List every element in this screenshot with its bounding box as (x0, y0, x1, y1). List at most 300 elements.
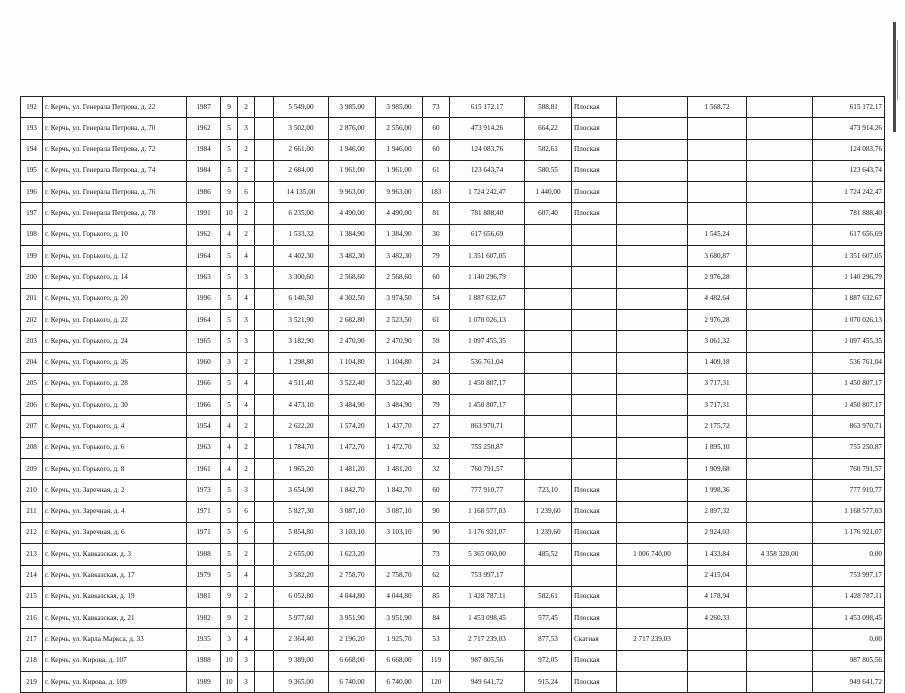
total-area-cell: 1 965,20 (274, 459, 329, 480)
cost-cell: 5 365 060,00 (450, 544, 525, 565)
apartments-cell: 24 (423, 352, 450, 373)
entrances-cell: 6 (238, 501, 255, 522)
cost-cell: 1 453 098,45 (450, 608, 525, 629)
cost-cell: 617 656,69 (450, 224, 525, 245)
row-number-cell: 218 (21, 650, 43, 671)
address-cell: г. Керчь, ул. Горького, д. 12 (43, 246, 187, 267)
entrances-cell: 3 (238, 672, 255, 693)
total-area-cell: 1 533,32 (274, 224, 329, 245)
living-area-cell: 1 961,00 (376, 160, 423, 181)
floors-cell: 5 (221, 246, 238, 267)
apartments-cell: 183 (423, 182, 450, 203)
total-area-cell: 14 135,00 (274, 182, 329, 203)
total-area-cell: 9 389,00 (274, 650, 329, 671)
total-area-cell: 9 365,00 (274, 672, 329, 693)
table-row (21, 331, 885, 352)
floors-cell: 10 (221, 672, 238, 693)
entrances-cell: 2 (238, 160, 255, 181)
living-area-cell: 6 668,00 (376, 650, 423, 671)
apartments-cell: 84 (423, 608, 450, 629)
funding-cell (617, 608, 688, 629)
roof-type-cell: Плоская (572, 203, 617, 224)
living-area-cell: 1 925,70 (376, 629, 423, 650)
total-area-cell: 2 655,00 (274, 544, 329, 565)
funding-cell (617, 650, 688, 671)
empty-cell (255, 650, 274, 671)
year-cell: 1979 (187, 565, 221, 586)
total-area-cell: 3 182,90 (274, 331, 329, 352)
scan-edge-mark (893, 22, 896, 132)
funding-cell: 2 717 239,03 (617, 629, 688, 650)
minimum-contribution-cell: 2 924,03 (688, 522, 747, 543)
living-area-cell: 9 963,00 (376, 182, 423, 203)
row-number-cell: 207 (21, 416, 43, 437)
floors-cell: 9 (221, 586, 238, 607)
funding-cell (617, 459, 688, 480)
year-cell: 1962 (187, 224, 221, 245)
total-cell: 0,00 (813, 629, 885, 650)
minimum-contribution-cell: 3 717,31 (688, 373, 747, 394)
residential-area-cell: 1 842,70 (329, 480, 376, 501)
total-cell: 615 172,17 (813, 97, 885, 118)
cost-cell: 473 914,26 (450, 118, 525, 139)
empty-cell (255, 395, 274, 416)
roof-type-cell: Плоская (572, 544, 617, 565)
residential-area-cell: 1 623,20 (329, 544, 376, 565)
address-cell: г. Керчь, ул. Горького, д. 8 (43, 459, 187, 480)
cost-cell: 760 791,57 (450, 459, 525, 480)
table-row (21, 459, 885, 480)
additional-funding-cell (747, 139, 813, 160)
year-cell: 1960 (187, 352, 221, 373)
minimum-contribution-cell (688, 650, 747, 671)
floors-cell: 5 (221, 309, 238, 330)
roof-area-cell: 580,55 (525, 160, 572, 181)
funding-cell (617, 416, 688, 437)
floors-cell: 5 (221, 522, 238, 543)
floors-cell: 4 (221, 459, 238, 480)
additional-funding-cell (747, 608, 813, 629)
residential-area-cell: 2 568,60 (329, 267, 376, 288)
residential-area-cell: 2 196,20 (329, 629, 376, 650)
residential-area-cell: 3 484,90 (329, 395, 376, 416)
cost-cell: 1 428 787,11 (450, 586, 525, 607)
roof-area-cell (525, 416, 572, 437)
minimum-contribution-cell: 1 433,84 (688, 544, 747, 565)
funding-cell (617, 586, 688, 607)
living-area-cell: 1 842,70 (376, 480, 423, 501)
apartments-cell: 27 (423, 416, 450, 437)
empty-cell (255, 267, 274, 288)
empty-cell (255, 352, 274, 373)
year-cell: 1986 (187, 182, 221, 203)
minimum-contribution-cell (688, 182, 747, 203)
cost-cell: 753 997,17 (450, 565, 525, 586)
year-cell: 1964 (187, 246, 221, 267)
roof-area-cell (525, 331, 572, 352)
roof-type-cell: Скатная (572, 629, 617, 650)
row-number-cell: 208 (21, 437, 43, 458)
table-row (21, 373, 885, 394)
table-body (21, 97, 885, 693)
year-cell: 1973 (187, 480, 221, 501)
total-area-cell: 4 473,10 (274, 395, 329, 416)
entrances-cell: 3 (238, 118, 255, 139)
year-cell: 1984 (187, 160, 221, 181)
additional-funding-cell (747, 224, 813, 245)
total-area-cell: 3 300,60 (274, 267, 329, 288)
table-row (21, 118, 885, 139)
address-cell: г. Керчь, ул. Кавказская, д. 21 (43, 608, 187, 629)
living-area-cell: 3 087,10 (376, 501, 423, 522)
cost-cell: 777 910,77 (450, 480, 525, 501)
row-number-cell: 211 (21, 501, 43, 522)
funding-cell (617, 182, 688, 203)
living-area-cell: 2 758,70 (376, 565, 423, 586)
roof-type-cell: Плоская (572, 608, 617, 629)
minimum-contribution-cell: 3 717,31 (688, 395, 747, 416)
empty-cell (255, 160, 274, 181)
roof-area-cell (525, 309, 572, 330)
apartments-cell: 60 (423, 118, 450, 139)
total-area-cell: 5 549,00 (274, 97, 329, 118)
table-row (21, 203, 885, 224)
cost-cell: 1 351 607,05 (450, 246, 525, 267)
residential-area-cell: 1 384,90 (329, 224, 376, 245)
additional-funding-cell (747, 565, 813, 586)
additional-funding-cell (747, 309, 813, 330)
total-cell: 1 168 577,03 (813, 501, 885, 522)
table-row (21, 437, 885, 458)
additional-funding-cell (747, 288, 813, 309)
additional-funding-cell (747, 522, 813, 543)
roof-area-cell (525, 267, 572, 288)
address-cell: г. Керчь, ул. Горького, д. 14 (43, 267, 187, 288)
roof-area-cell (525, 352, 572, 373)
residential-area-cell: 3 087,10 (329, 501, 376, 522)
empty-cell (255, 309, 274, 330)
apartments-cell: 54 (423, 288, 450, 309)
address-cell: г. Керчь, ул. Горького, д. 4 (43, 416, 187, 437)
empty-cell (255, 139, 274, 160)
minimum-contribution-cell (688, 672, 747, 693)
floors-cell: 10 (221, 203, 238, 224)
entrances-cell: 2 (238, 544, 255, 565)
total-area-cell: 2 661,00 (274, 139, 329, 160)
apartments-cell: 81 (423, 203, 450, 224)
additional-funding-cell (747, 203, 813, 224)
year-cell: 1989 (187, 672, 221, 693)
apartments-cell: 119 (423, 650, 450, 671)
cost-cell: 1 887 632,67 (450, 288, 525, 309)
row-number-cell: 205 (21, 373, 43, 394)
row-number-cell: 217 (21, 629, 43, 650)
address-cell: г. Керчь, ул. Генерала Петрова, д. 72 (43, 139, 187, 160)
row-number-cell: 201 (21, 288, 43, 309)
roof-type-cell (572, 395, 617, 416)
total-cell: 777 910,77 (813, 480, 885, 501)
roof-type-cell: Плоская (572, 118, 617, 139)
roof-area-cell (525, 224, 572, 245)
living-area-cell: 1 384,90 (376, 224, 423, 245)
entrances-cell: 4 (238, 246, 255, 267)
roof-area-cell: 1 239,60 (525, 501, 572, 522)
minimum-contribution-cell: 1 909,68 (688, 459, 747, 480)
total-cell: 473 914,26 (813, 118, 885, 139)
floors-cell: 5 (221, 288, 238, 309)
table-row (21, 182, 885, 203)
address-cell: г. Керчь, ул. Карла Маркса, д. 33 (43, 629, 187, 650)
roof-area-cell (525, 246, 572, 267)
residential-area-cell: 6 668,00 (329, 650, 376, 671)
minimum-contribution-cell: 1 545,24 (688, 224, 747, 245)
additional-funding-cell (747, 267, 813, 288)
total-area-cell: 2 684,00 (274, 160, 329, 181)
address-cell: г. Керчь, ул. Горького, д. 20 (43, 288, 187, 309)
minimum-contribution-cell: 3 061,32 (688, 331, 747, 352)
entrances-cell: 2 (238, 203, 255, 224)
total-cell: 1 097 455,35 (813, 331, 885, 352)
roof-area-cell (525, 395, 572, 416)
floors-cell: 5 (221, 480, 238, 501)
address-cell: г. Керчь, ул. Генерала Петрова, д. 74 (43, 160, 187, 181)
floors-cell: 4 (221, 416, 238, 437)
additional-funding-cell (747, 182, 813, 203)
roof-type-cell (572, 352, 617, 373)
empty-cell (255, 416, 274, 437)
address-cell: г. Керчь, ул. Горького, д. 22 (43, 309, 187, 330)
floors-cell: 10 (221, 650, 238, 671)
entrances-cell: 2 (238, 97, 255, 118)
total-area-cell: 6 235,00 (274, 203, 329, 224)
minimum-contribution-cell: 2 976,28 (688, 309, 747, 330)
row-number-cell: 215 (21, 586, 43, 607)
apartments-cell: 80 (423, 373, 450, 394)
roof-area-cell (525, 565, 572, 586)
roof-type-cell: Плоская (572, 480, 617, 501)
apartments-cell: 90 (423, 522, 450, 543)
roof-area-cell: 1 239,60 (525, 522, 572, 543)
roof-type-cell: Плоская (572, 97, 617, 118)
floors-cell: 4 (221, 224, 238, 245)
cost-cell: 781 888,40 (450, 203, 525, 224)
entrances-cell: 4 (238, 629, 255, 650)
empty-cell (255, 501, 274, 522)
living-area-cell: 1 946,00 (376, 139, 423, 160)
table-row (21, 160, 885, 181)
minimum-contribution-cell: 2 175,72 (688, 416, 747, 437)
minimum-contribution-cell: 2 897,32 (688, 501, 747, 522)
empty-cell (255, 480, 274, 501)
living-area-cell: 2 523,50 (376, 309, 423, 330)
address-cell: г. Керчь, ул. Кавказская, д. 17 (43, 565, 187, 586)
residential-area-cell: 2 758,70 (329, 565, 376, 586)
entrances-cell: 2 (238, 139, 255, 160)
total-cell: 987 805,56 (813, 650, 885, 671)
funding-cell (617, 118, 688, 139)
funding-cell (617, 501, 688, 522)
living-area-cell (376, 544, 423, 565)
entrances-cell: 3 (238, 331, 255, 352)
living-area-cell: 3 974,50 (376, 288, 423, 309)
entrances-cell: 4 (238, 288, 255, 309)
living-area-cell: 2 556,00 (376, 118, 423, 139)
floors-cell: 5 (221, 160, 238, 181)
additional-funding-cell (747, 586, 813, 607)
total-cell: 124 083,76 (813, 139, 885, 160)
row-number-cell: 206 (21, 395, 43, 416)
total-area-cell: 5 827,30 (274, 501, 329, 522)
additional-funding-cell (747, 650, 813, 671)
total-cell: 753 997,17 (813, 565, 885, 586)
residential-area-cell: 3 951,90 (329, 608, 376, 629)
roof-type-cell: Плоская (572, 160, 617, 181)
empty-cell (255, 437, 274, 458)
cost-cell: 536 761,04 (450, 352, 525, 373)
address-cell: г. Керчь, ул. Горького, д. 30 (43, 395, 187, 416)
empty-cell (255, 544, 274, 565)
total-area-cell: 1 298,80 (274, 352, 329, 373)
apartments-cell: 60 (423, 480, 450, 501)
funding-cell (617, 331, 688, 352)
empty-cell (255, 118, 274, 139)
cost-cell: 949 641,72 (450, 672, 525, 693)
roof-area-cell (525, 437, 572, 458)
cost-cell: 124 083,76 (450, 139, 525, 160)
additional-funding-cell (747, 331, 813, 352)
address-cell: г. Керчь, ул. Генерала Петрова, д. 22 (43, 97, 187, 118)
funding-cell (617, 522, 688, 543)
living-area-cell: 3 522,40 (376, 373, 423, 394)
apartments-cell: 32 (423, 437, 450, 458)
address-cell: г. Керчь, ул. Кирова, д. 107 (43, 650, 187, 671)
floors-cell: 5 (221, 331, 238, 352)
row-number-cell: 209 (21, 459, 43, 480)
living-area-cell: 1 104,80 (376, 352, 423, 373)
floors-cell: 9 (221, 97, 238, 118)
row-number-cell: 213 (21, 544, 43, 565)
apartments-cell: 60 (423, 139, 450, 160)
residential-area-cell: 4 490,00 (329, 203, 376, 224)
entrances-cell: 2 (238, 416, 255, 437)
roof-type-cell (572, 246, 617, 267)
row-number-cell: 212 (21, 522, 43, 543)
additional-funding-cell (747, 672, 813, 693)
apartments-cell: 120 (423, 672, 450, 693)
cost-cell: 123 643,74 (450, 160, 525, 181)
total-area-cell: 5 977,60 (274, 608, 329, 629)
empty-cell (255, 373, 274, 394)
roof-type-cell (572, 459, 617, 480)
funding-cell (617, 267, 688, 288)
minimum-contribution-cell: 1 998,36 (688, 480, 747, 501)
funding-cell (617, 203, 688, 224)
empty-cell (255, 608, 274, 629)
funding-cell (617, 352, 688, 373)
row-number-cell: 202 (21, 309, 43, 330)
roof-type-cell: Плоская (572, 182, 617, 203)
total-area-cell: 3 502,00 (274, 118, 329, 139)
living-area-cell: 1 472,70 (376, 437, 423, 458)
cost-cell: 2 717 239,03 (450, 629, 525, 650)
cost-cell: 1 070 026,13 (450, 309, 525, 330)
year-cell: 1935 (187, 629, 221, 650)
total-area-cell: 2 364,40 (274, 629, 329, 650)
roof-type-cell (572, 565, 617, 586)
table-row (21, 672, 885, 693)
apartments-cell: 73 (423, 97, 450, 118)
row-number-cell: 196 (21, 182, 43, 203)
table-row (21, 416, 885, 437)
roof-area-cell: 972,05 (525, 650, 572, 671)
residential-area-cell: 1 472,70 (329, 437, 376, 458)
apartments-cell: 61 (423, 160, 450, 181)
residential-area-cell: 6 740,00 (329, 672, 376, 693)
additional-funding-cell (747, 437, 813, 458)
entrances-cell: 2 (238, 586, 255, 607)
row-number-cell: 214 (21, 565, 43, 586)
entrances-cell: 2 (238, 352, 255, 373)
row-number-cell: 210 (21, 480, 43, 501)
minimum-contribution-cell (688, 160, 747, 181)
year-cell: 1988 (187, 544, 221, 565)
entrances-cell: 2 (238, 459, 255, 480)
apartments-cell: 59 (423, 331, 450, 352)
cost-cell: 1 168 577,03 (450, 501, 525, 522)
roof-area-cell: 588,81 (525, 97, 572, 118)
roof-type-cell (572, 224, 617, 245)
total-cell: 760 791,57 (813, 459, 885, 480)
floors-cell: 3 (221, 629, 238, 650)
address-cell: г. Керчь, ул. Генерала Петрова, д. 78 (43, 203, 187, 224)
minimum-contribution-cell: 4 260,33 (688, 608, 747, 629)
roof-type-cell: Плоская (572, 522, 617, 543)
roof-type-cell: Плоская (572, 672, 617, 693)
scan-edge-mark (897, 40, 898, 100)
cost-cell: 1 097 455,35 (450, 331, 525, 352)
floors-cell: 9 (221, 182, 238, 203)
table-row (21, 586, 885, 607)
cost-cell: 1 450 807,17 (450, 395, 525, 416)
address-cell: г. Керчь, ул. Кавказская, д. 3 (43, 544, 187, 565)
year-cell: 1987 (187, 97, 221, 118)
minimum-contribution-cell: 1 568,72 (688, 97, 747, 118)
total-cell: 1 887 632,67 (813, 288, 885, 309)
total-area-cell: 3 582,20 (274, 565, 329, 586)
table-row (21, 522, 885, 543)
floors-cell: 5 (221, 565, 238, 586)
cost-cell: 1 176 921,07 (450, 522, 525, 543)
living-area-cell: 3 985,00 (376, 97, 423, 118)
roof-type-cell (572, 373, 617, 394)
floors-cell: 5 (221, 373, 238, 394)
total-cell: 1 428 787,11 (813, 586, 885, 607)
apartments-cell: 30 (423, 224, 450, 245)
apartments-cell: 32 (423, 459, 450, 480)
table-row (21, 395, 885, 416)
total-area-cell: 6 140,50 (274, 288, 329, 309)
residential-area-cell: 3 985,00 (329, 97, 376, 118)
funding-cell (617, 565, 688, 586)
funding-cell: 1 006 740,00 (617, 544, 688, 565)
total-cell: 1 351 607,05 (813, 246, 885, 267)
empty-cell (255, 459, 274, 480)
living-area-cell: 2 470,90 (376, 331, 423, 352)
row-number-cell: 200 (21, 267, 43, 288)
floors-cell: 5 (221, 139, 238, 160)
year-cell: 1966 (187, 395, 221, 416)
total-cell: 863 970,71 (813, 416, 885, 437)
